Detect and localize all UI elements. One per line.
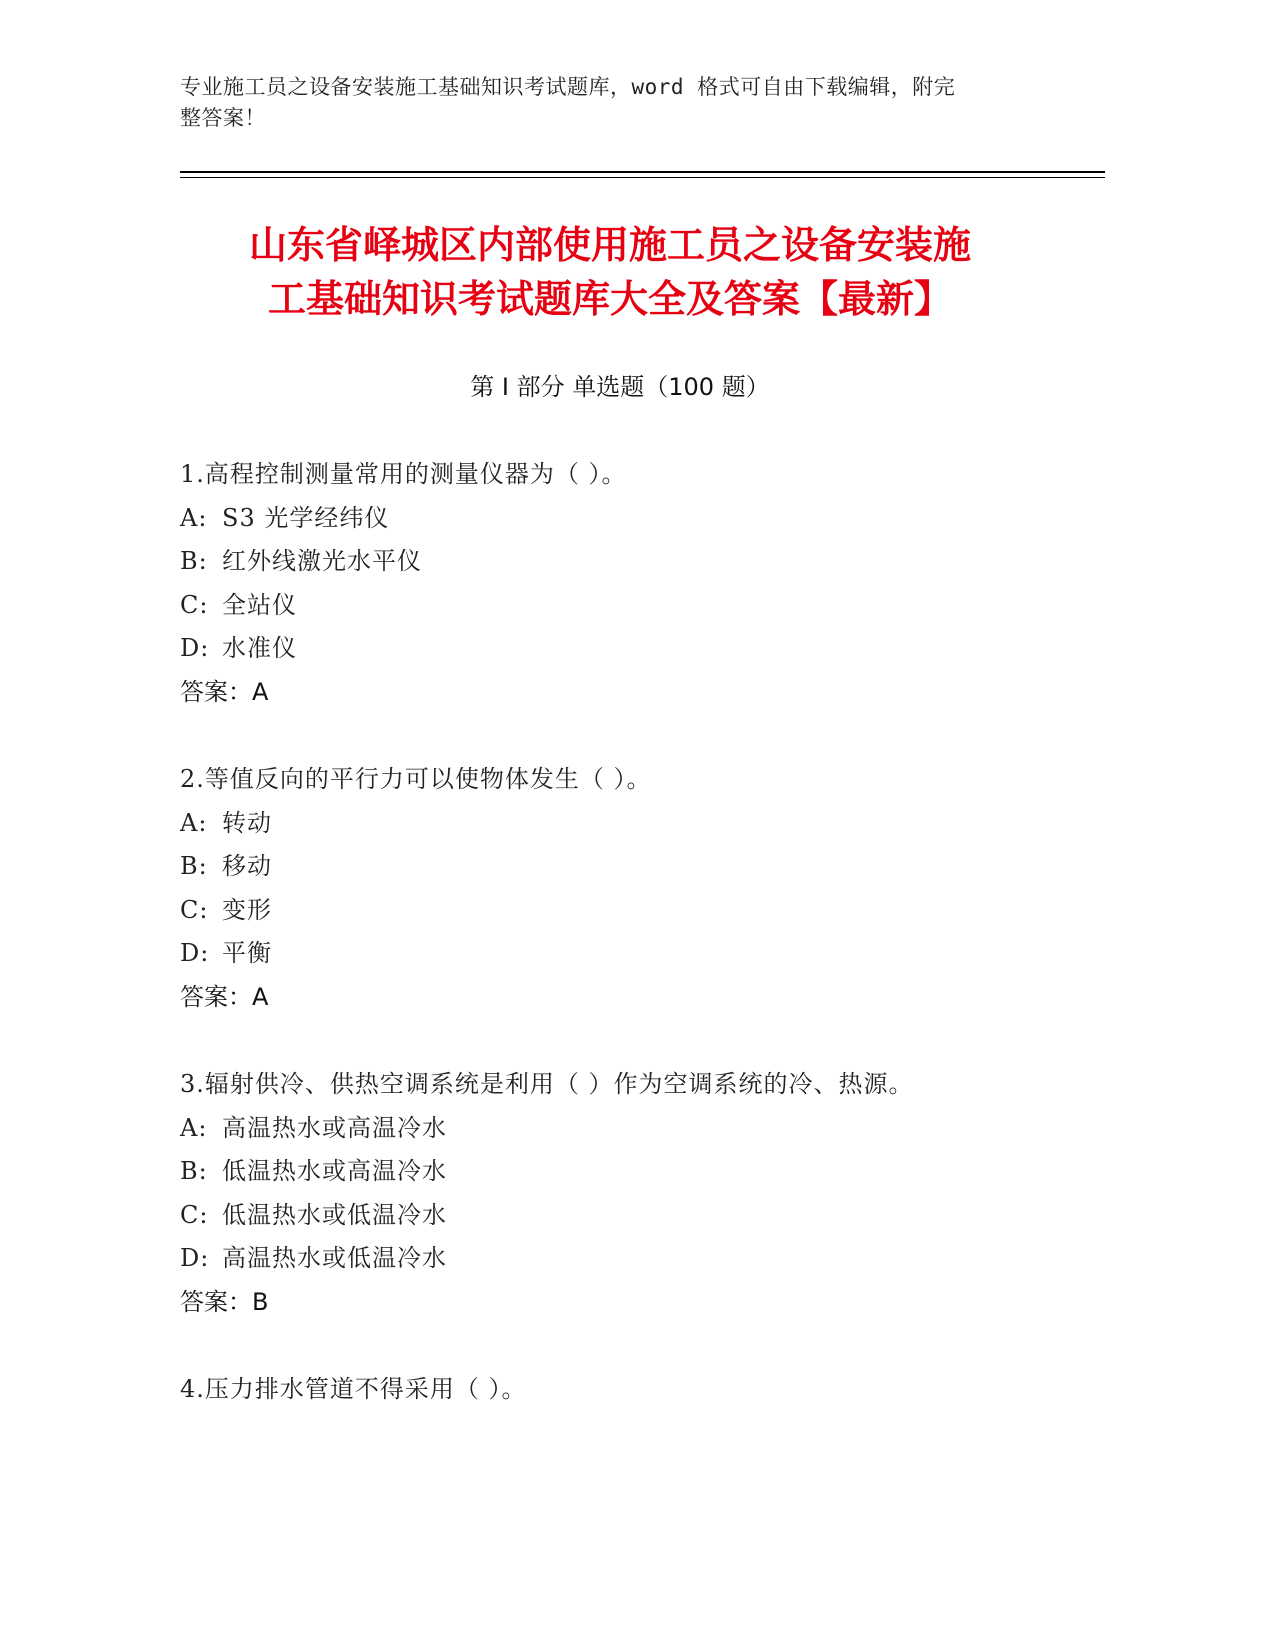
option-a — [180, 497, 1080, 541]
option-text: 高温热水或高温冷水 — [222, 1113, 447, 1142]
option-text: 低温热水或低温冷水 — [222, 1200, 447, 1229]
answer: 答案：A — [180, 677, 269, 706]
option-key: C: — [180, 895, 209, 924]
header-divider-thick — [180, 171, 1105, 173]
header-note-line-2: 整答案！ — [180, 106, 266, 130]
question-2 — [180, 758, 1080, 1020]
section-title: 第 I 部分 单选题（100 题） — [470, 373, 770, 401]
document-title-line-2: 工基础知识考试题库大全及答案【最新】 — [267, 277, 952, 321]
option-key: B: — [180, 1157, 208, 1186]
option-c — [180, 889, 1080, 933]
option-key: A: — [180, 808, 208, 837]
option-c — [180, 584, 1080, 628]
option-text: 平衡 — [222, 939, 272, 968]
option-key: A: — [180, 1113, 208, 1142]
document-title-line-1: 山东省峄城区内部使用施工员之设备安装施 — [248, 223, 971, 267]
document-title — [160, 218, 1060, 326]
question-3 — [180, 1063, 1080, 1325]
option-b — [180, 540, 1080, 584]
header-note-line-1: 专业施工员之设备安装施工基础知识考试题库，word 格式可自由下载编辑，附完 — [180, 75, 956, 99]
option-d — [180, 932, 1080, 976]
option-d — [180, 1237, 1080, 1281]
option-text: 高温热水或低温冷水 — [222, 1244, 447, 1273]
question-stem: 4.压力排水管道不得采用（ ）。 — [180, 1375, 527, 1403]
header-note — [180, 72, 1060, 134]
option-key: D: — [180, 634, 210, 663]
question-stem: 1.高程控制测量常用的测量仪器为（ ）。 — [180, 460, 627, 488]
option-key: C: — [180, 1200, 209, 1229]
question-4 — [180, 1368, 1080, 1412]
option-text: 全站仪 — [222, 590, 297, 619]
option-key: B: — [180, 852, 208, 881]
option-key: A: — [180, 503, 208, 532]
option-text: 低温热水或高温冷水 — [222, 1157, 447, 1186]
question-stem: 2.等值反向的平行力可以使物体发生（ ）。 — [180, 765, 652, 793]
option-c — [180, 1194, 1080, 1238]
option-text: S3 光学经纬仪 — [222, 503, 390, 532]
option-d — [180, 627, 1080, 671]
option-a — [180, 802, 1080, 846]
option-text: 水准仪 — [222, 634, 297, 663]
option-key: D: — [180, 1244, 210, 1273]
option-text: 红外线激光水平仪 — [222, 547, 422, 576]
answer: 答案：A — [180, 982, 269, 1011]
option-key: B: — [180, 547, 208, 576]
option-text: 转动 — [222, 808, 272, 837]
option-key: C: — [180, 590, 209, 619]
question-stem: 3.辐射供冷、供热空调系统是利用（ ）作为空调系统的冷、热源。 — [180, 1070, 914, 1098]
question-1 — [180, 453, 1080, 715]
answer: 答案：B — [180, 1287, 269, 1316]
option-text: 变形 — [222, 895, 272, 924]
option-text: 移动 — [222, 852, 272, 881]
header-divider-thin — [180, 177, 1105, 178]
option-b — [180, 1150, 1080, 1194]
option-a — [180, 1107, 1080, 1151]
option-b — [180, 845, 1080, 889]
option-key: D: — [180, 939, 210, 968]
